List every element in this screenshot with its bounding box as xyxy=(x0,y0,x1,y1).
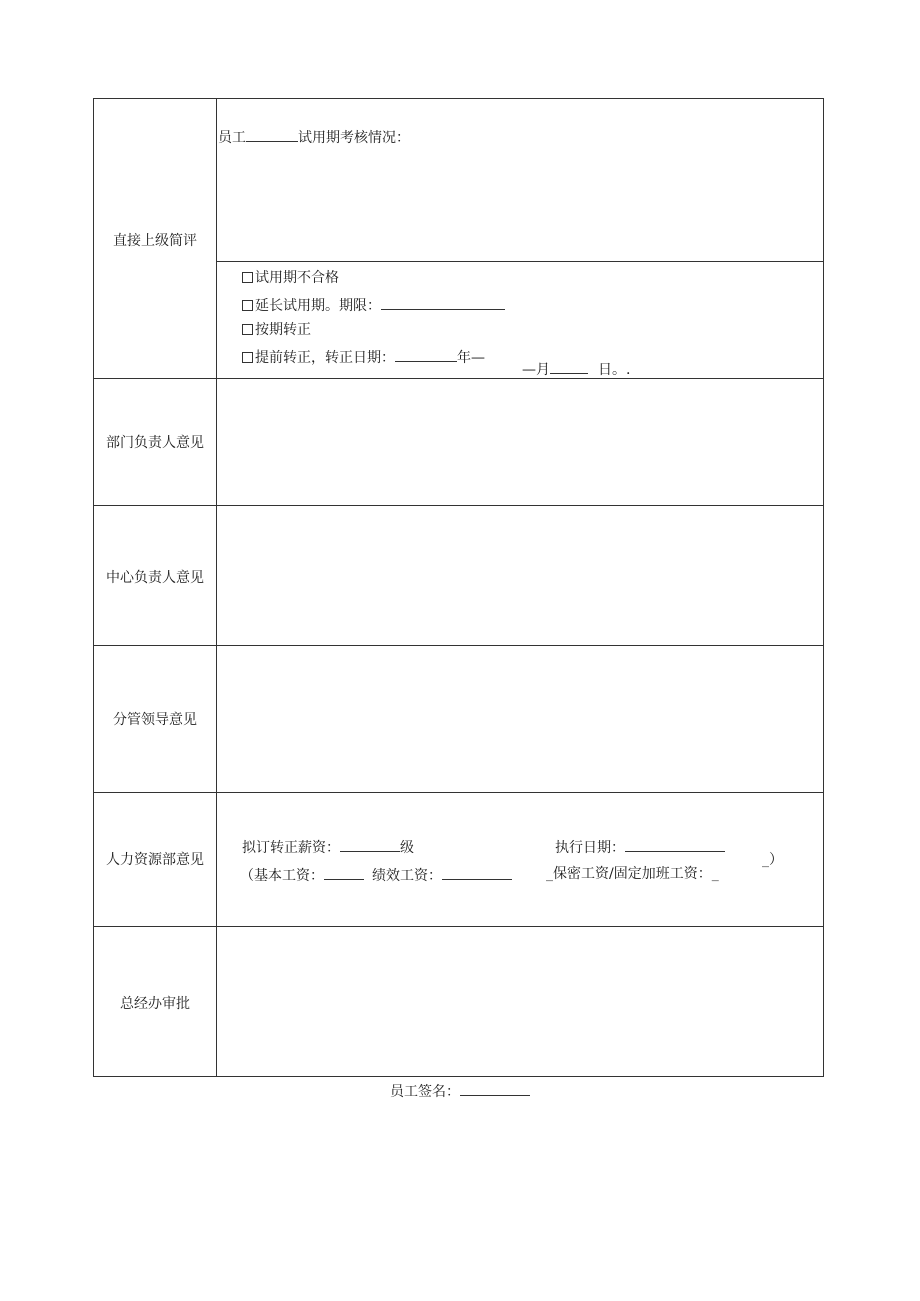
employee-signature-label: 员工签名： xyxy=(390,1084,460,1100)
option-early-label: 提前转正，转正日期： xyxy=(255,350,395,366)
early-year-blank[interactable] xyxy=(395,347,457,362)
column-divider xyxy=(216,99,217,1076)
center-head-opinion-label: 中心负责人意见 xyxy=(106,570,204,586)
checkbox-icon[interactable] xyxy=(242,272,253,283)
month-label: —月 xyxy=(522,362,550,378)
option-on-time-label: 按期转正 xyxy=(255,322,311,338)
proposed-salary-blank[interactable] xyxy=(340,837,400,852)
performance-salary-label: 绩效工资： xyxy=(372,868,442,884)
performance-salary-blank[interactable] xyxy=(442,865,512,880)
base-salary-label: （基本工资： xyxy=(240,868,324,884)
row-divider xyxy=(94,926,823,927)
general-office-approval-label: 总经办审批 xyxy=(120,996,190,1012)
effective-date-label: 执行日期： xyxy=(555,840,625,856)
supervisor-review-label: 直接上级简评 xyxy=(113,233,197,249)
probation-evaluation-text: 试用期考核情况： xyxy=(298,130,410,146)
proposed-salary-label: 拟订转正薪资： xyxy=(242,840,340,856)
grade-label: 级 xyxy=(400,840,414,856)
early-month-blank[interactable] xyxy=(550,359,588,374)
salary-close-paren: _） xyxy=(762,852,783,868)
extension-period-blank[interactable] xyxy=(381,295,505,310)
checkbox-icon[interactable] xyxy=(242,324,253,335)
employee-prefix: 员工 xyxy=(218,130,246,146)
proposed-salary-line xyxy=(242,837,414,857)
effective-date-blank[interactable] xyxy=(625,837,725,852)
base-salary-blank[interactable] xyxy=(324,865,364,880)
option-fail[interactable] xyxy=(242,269,339,287)
confidential-salary-line: _保密工资/固定加班工资：_ xyxy=(546,866,719,882)
year-label: 年— xyxy=(457,350,485,366)
option-extend-label: 延长试用期。期限： xyxy=(255,298,381,314)
probation-review-form xyxy=(93,98,824,1077)
checkbox-icon[interactable] xyxy=(242,300,253,311)
effective-date-line xyxy=(555,837,725,857)
salary-breakdown-line xyxy=(240,865,512,885)
option-extend[interactable] xyxy=(242,295,505,315)
employee-name-blank[interactable] xyxy=(246,127,298,142)
employee-signature xyxy=(0,1081,920,1101)
option-fail-label: 试用期不合格 xyxy=(255,270,339,286)
option-on-time[interactable] xyxy=(242,321,311,339)
department-head-opinion-label: 部门负责人意见 xyxy=(106,435,204,451)
row-divider xyxy=(94,645,823,646)
supervising-leader-opinion-label: 分管领导意见 xyxy=(113,712,197,728)
row-divider xyxy=(94,378,823,379)
early-date-continuation xyxy=(522,359,630,379)
row-divider-supervisor-inner xyxy=(216,261,823,262)
row-divider xyxy=(94,505,823,506)
day-label: 日。. xyxy=(598,362,631,378)
option-early[interactable] xyxy=(242,347,485,367)
hr-department-opinion-label: 人力资源部意见 xyxy=(106,852,204,868)
checkbox-icon[interactable] xyxy=(242,352,253,363)
probation-evaluation-line xyxy=(218,127,410,147)
employee-signature-blank[interactable] xyxy=(460,1081,530,1096)
row-divider xyxy=(94,792,823,793)
